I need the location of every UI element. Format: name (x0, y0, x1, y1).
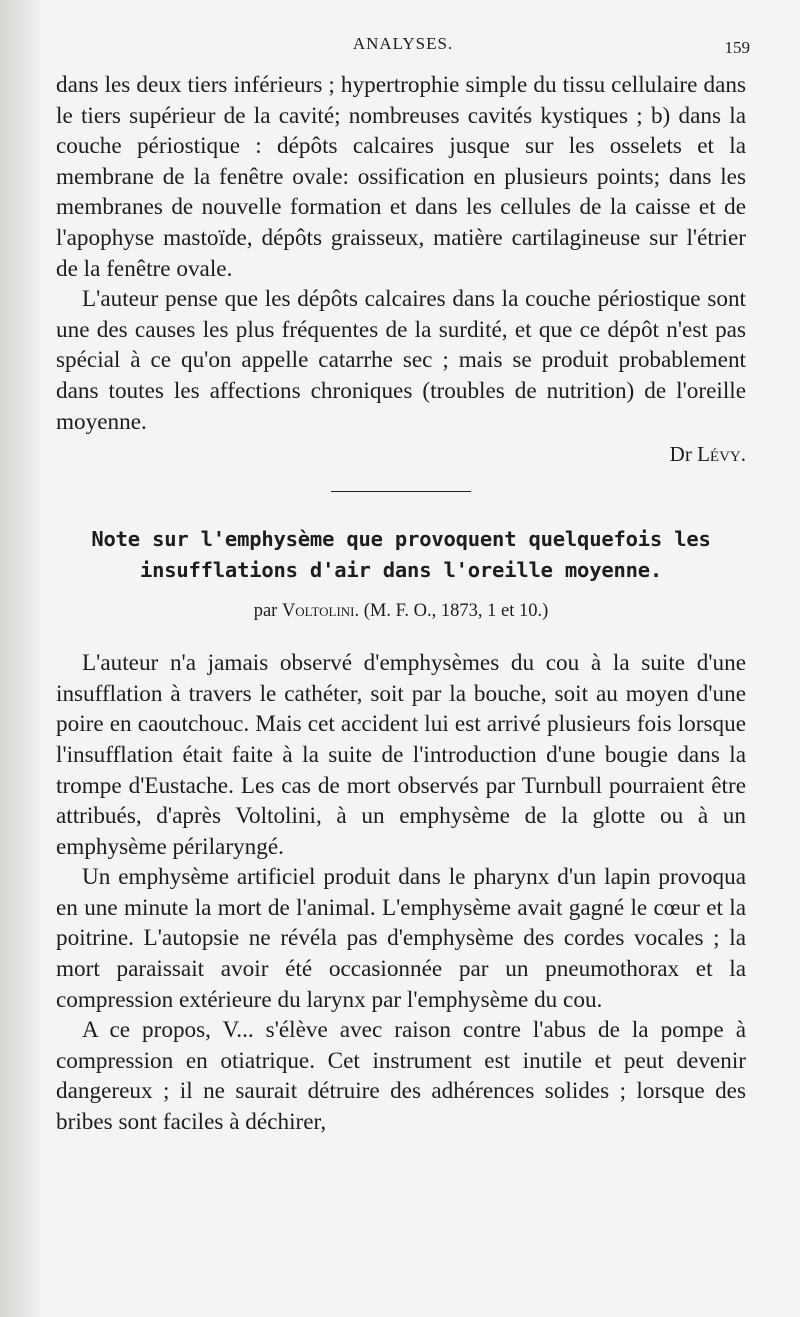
note-body (56, 648, 746, 1138)
note-paragraph-2: Un emphysème artificiel produit dans le pharynx d'un lapin provoqua en une minute la mort de l'animal. L'emphysème avait gagné le cœur et la poitrine. L'autopsie ne révéla pas d'emphysème des cordes vocales ; la mort paraissait avoir été occasionnée par un pneumothorax et la compression extérieure du larynx par l'emphysème du cou. (56, 864, 746, 1013)
conclusion-paragraph: L'auteur pense que les dépôts calcaires dans la couche périostique sont une des causes les plus fréquentes de la surdité, et que ce dépôt n'est pas spécial à ce qu'on appelle catarrhe sec ; mais se produit probablement dans toutes les affections chroniques (troubles de nutrition) de l'oreille moyenne. (56, 286, 746, 435)
signature-name: Lévy. (697, 442, 746, 467)
byline-author: Voltolini. (281, 601, 360, 622)
note-paragraph-1: L'auteur n'a jamais observé d'emphysèmes du cou à la suite d'une insufflation à travers le cathéter, soit par la bouche, soit au moyen d'une poire en caoutchouc. Mais cet accident lui est arrivé plusieurs fois lorsque l'insufflation était faite à la suite de l'introduction d'une bougie dans la trompe d'Eustache. Les cas de mort observés par Turnbull pourraient être attribués, d'après Voltolini, à un emphysème de la glotte ou à un emphysème périlaryngé. (56, 650, 746, 860)
note-paragraph-3: A ce propos, V... s'élève avec raison contre l'abus de la pompe à compression en otiatrique. Cet instrument est inutile et peut devenir dangereux ; il ne saurait détruire des adhérences solides ; lorsque des bribes sont faciles à déchirer, (56, 1017, 746, 1136)
section-divider (331, 491, 471, 492)
continuation-paragraph: dans les deux tiers inférieurs ; hypertrophie simple du tissu cellulaire dans le tiers supérieur de la cavité; nombreuses cavités kystiques ; b) dans la couche périostique : dépôts calcaires jusque sur les osselets et la membrane de la fenêtre ovale: ossification en plusieurs points; dans les membranes de nouvelle formation et dans les cellules de la caisse et de l'apophyse mastoïde, dépôts graisseux, matière cartilagineuse sur l'étrier de la fenêtre ovale. (56, 72, 746, 282)
page-number: 159 (724, 38, 750, 57)
running-head: ANALYSES. (352, 34, 454, 53)
note-byline (56, 596, 746, 626)
byline-par: par (253, 601, 278, 622)
page-body (56, 70, 746, 1138)
note-title: Note sur l'emphysème que provoquent quelquefois les insufflations d'air dans l'oreille moyenne. (91, 527, 711, 583)
byline-source: (M. F. O., 1873, 1 et 10.) (363, 601, 549, 622)
page-gutter-shadow (0, 0, 40, 1317)
signature-prefix: Dr (669, 442, 692, 467)
author-signature (56, 439, 746, 469)
page-header (56, 34, 750, 64)
